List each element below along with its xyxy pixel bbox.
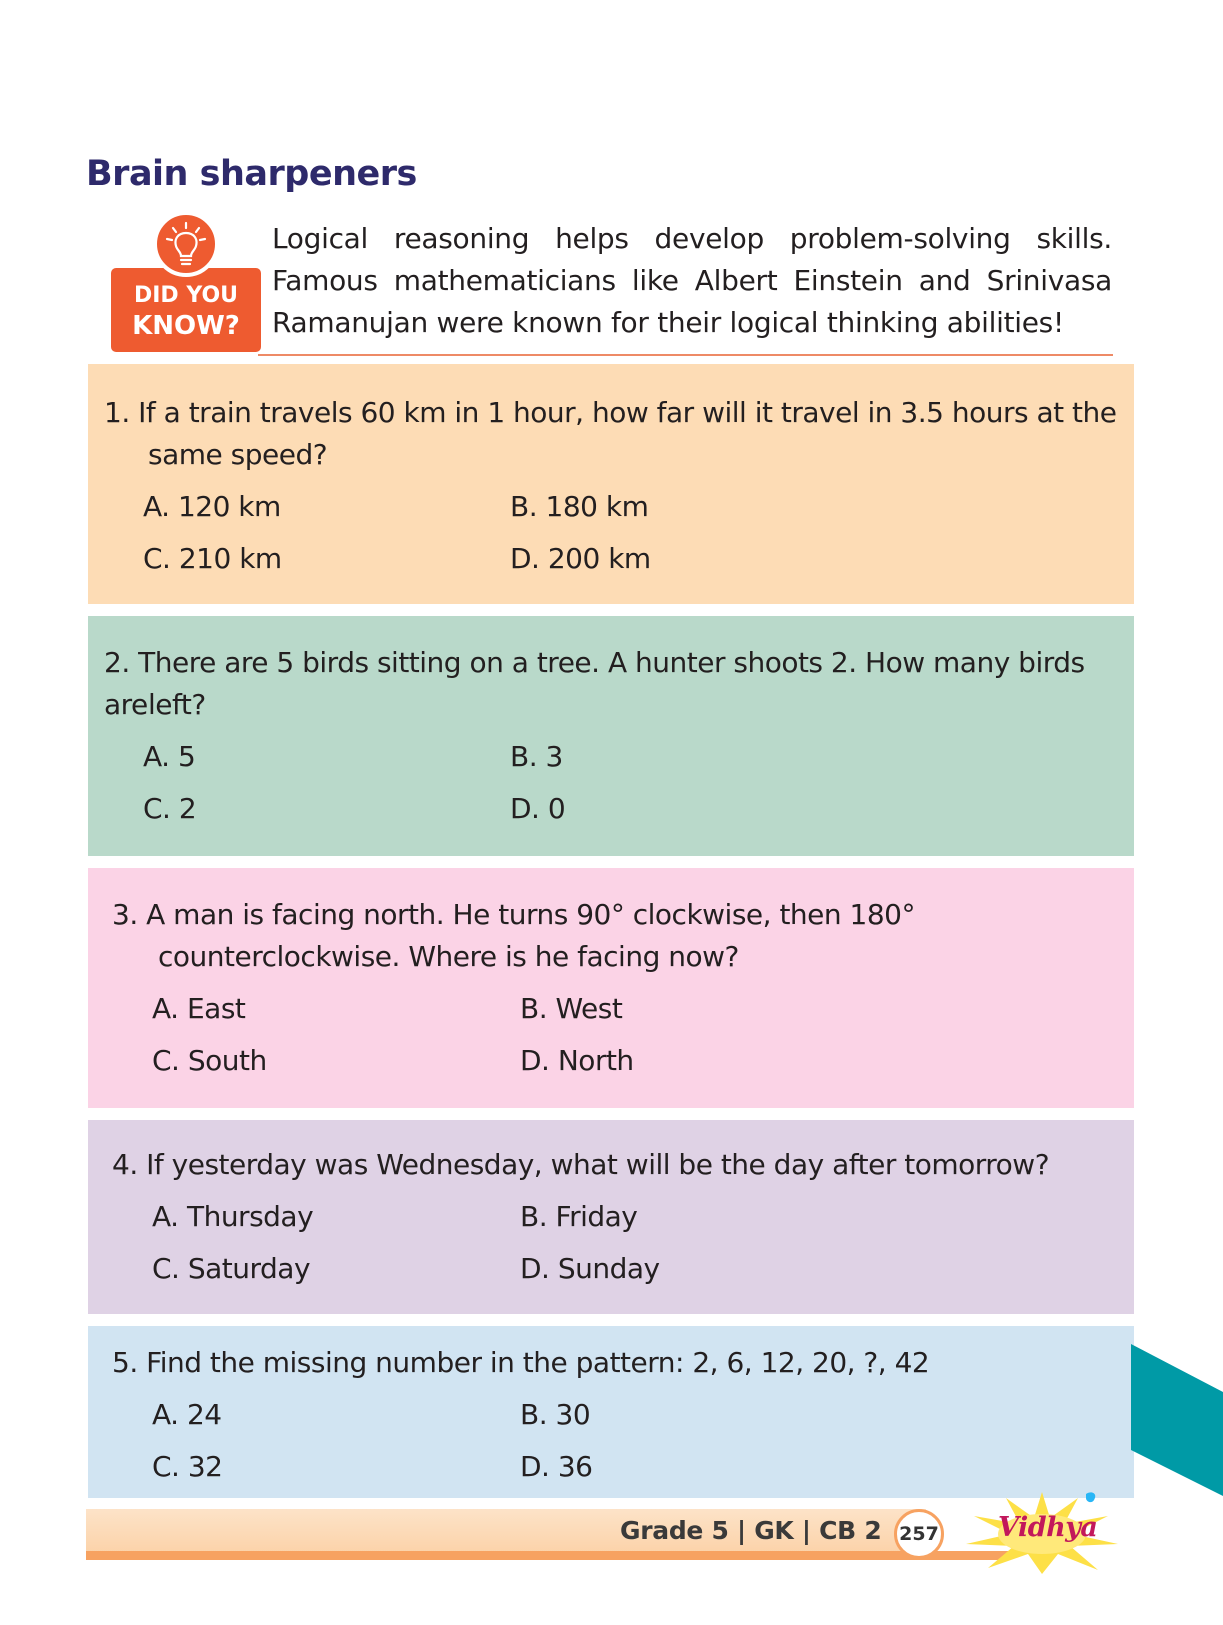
- question-4-option-b[interactable]: B. Friday: [520, 1200, 638, 1233]
- did-you-know-badge: [111, 268, 261, 352]
- footer-band-accent: [86, 1551, 1016, 1560]
- question-2-option-b[interactable]: B. 3: [510, 740, 563, 773]
- question-5-option-a[interactable]: A. 24: [152, 1398, 222, 1431]
- page-title: Brain sharpeners: [86, 154, 417, 194]
- question-2-option-d[interactable]: D. 0: [510, 792, 566, 825]
- question-5-number: 5.: [112, 1346, 138, 1379]
- question-3-option-d[interactable]: D. North: [520, 1044, 634, 1077]
- question-1-line-1: [104, 392, 1116, 434]
- question-1-text: If a train travels 60 km in 1 hour, how far will it travel in 3.5 hours at the: [138, 396, 1117, 429]
- question-5-option-d[interactable]: D. 36: [520, 1450, 593, 1483]
- question-4-option-a[interactable]: A. Thursday: [152, 1200, 314, 1233]
- question-4-number: 4.: [112, 1148, 138, 1181]
- question-4-line-1: [112, 1144, 1049, 1186]
- question-4-option-d[interactable]: D. Sunday: [520, 1252, 660, 1285]
- badge-line-1: DID YOU: [133, 283, 239, 308]
- question-card-2: [88, 616, 1134, 856]
- question-3-option-b[interactable]: B. West: [520, 992, 623, 1025]
- question-4-text: If yesterday was Wednesday, what will be the day after tomorrow?: [146, 1148, 1050, 1181]
- question-2-line-2: left?: [148, 688, 206, 721]
- question-2-number: 2.: [104, 646, 130, 679]
- question-2-option-c[interactable]: C. 2: [143, 792, 197, 825]
- footer-label: Grade 5 | GK | CB 2: [620, 1516, 882, 1545]
- teal-accent-shape: [1131, 1344, 1223, 1496]
- question-5-option-c[interactable]: C. 32: [152, 1450, 223, 1483]
- page-number: 257: [894, 1509, 944, 1559]
- question-2-option-a[interactable]: A. 5: [143, 740, 196, 773]
- did-you-know-text: Logical reasoning helps develop problem-solving skills. Famous mathematicians like Albert Einstein and Srinivasa Ramanujan were known for their logical thinking abilities!: [272, 222, 1112, 339]
- question-1-option-a[interactable]: A. 120 km: [143, 490, 281, 523]
- question-5-option-b[interactable]: B. 30: [520, 1398, 591, 1431]
- question-card-1: [88, 364, 1134, 604]
- question-card-4: [88, 1120, 1134, 1314]
- question-card-3: [88, 868, 1134, 1108]
- question-2-text: There are 5 birds sitting on a tree. A hunter shoots 2. How many birds are: [104, 646, 1085, 721]
- question-3-line-2: counterclockwise. Where is he facing now?: [158, 940, 739, 973]
- question-1-number: 1.: [104, 396, 130, 429]
- question-3-line-1: [112, 894, 915, 936]
- question-3-number: 3.: [112, 898, 138, 931]
- question-5-line-1: [112, 1342, 929, 1384]
- badge-line-2: KNOW?: [132, 311, 240, 341]
- lightbulb-icon: [153, 211, 219, 277]
- question-card-5: [88, 1326, 1134, 1498]
- divider: [258, 354, 1113, 356]
- question-4-option-c[interactable]: C. Saturday: [152, 1252, 311, 1285]
- question-1-option-b[interactable]: B. 180 km: [510, 490, 649, 523]
- question-3-option-c[interactable]: C. South: [152, 1044, 267, 1077]
- vidhya-logo: [958, 1488, 1126, 1576]
- question-1-option-d[interactable]: D. 200 km: [510, 542, 651, 575]
- question-1-option-c[interactable]: C. 210 km: [143, 542, 282, 575]
- question-1-line-2: same speed?: [148, 438, 328, 471]
- question-3-option-a[interactable]: A. East: [152, 992, 246, 1025]
- logo-text: Vidhya: [998, 1512, 1098, 1543]
- question-3-text: A man is facing north. He turns 90° clockwise, then 180°: [146, 898, 915, 931]
- question-2-line-1: [104, 642, 1134, 726]
- question-5-text: Find the missing number in the pattern: 2, 6, 12, 20, ?, 42: [146, 1346, 930, 1379]
